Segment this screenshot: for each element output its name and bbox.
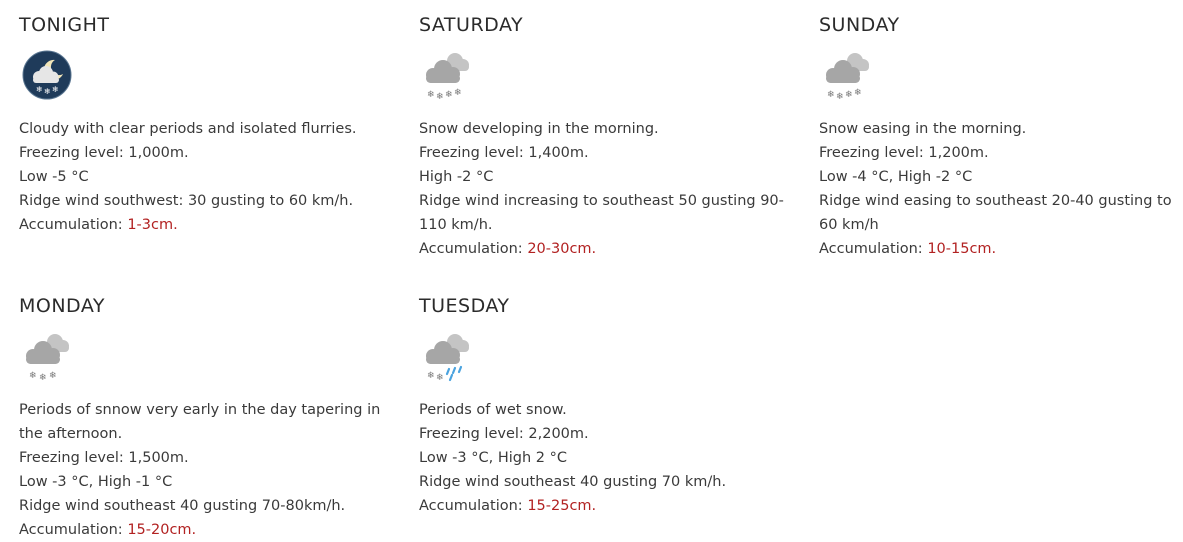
svg-text:❄: ❄ xyxy=(52,85,59,94)
day-title: SATURDAY xyxy=(419,14,524,36)
svg-text:❄: ❄ xyxy=(29,371,37,381)
ridge-wind-text: Ridge wind increasing to southeast 50 gusting 90-110 km/h. xyxy=(419,193,784,233)
forecast-description xyxy=(419,398,799,518)
accumulation-value: 20-30cm. xyxy=(527,241,597,257)
freezing-level-text: Freezing level: 1,200m. xyxy=(819,145,989,161)
conditions-text: Cloudy with clear periods and isolated flurries. xyxy=(19,121,357,137)
light-snow-cloud-icon xyxy=(19,328,75,384)
svg-text:❄: ❄ xyxy=(454,88,462,98)
conditions-text: Snow easing in the morning. xyxy=(819,121,1027,137)
forecast-day-tonight xyxy=(19,13,399,237)
accumulation-row xyxy=(419,494,799,518)
accumulation-row xyxy=(819,237,1183,261)
accumulation-label: Accumulation: xyxy=(419,241,523,257)
ridge-wind-text: Ridge wind southeast 40 gusting 70 km/h. xyxy=(419,474,727,490)
forecast-description xyxy=(19,117,399,237)
accumulation-label: Accumulation: xyxy=(819,241,923,257)
conditions-text: Periods of wet snow. xyxy=(419,402,567,418)
accumulation-row xyxy=(19,518,399,542)
temperature-text: Low -4 °C, High -2 °C xyxy=(819,169,973,185)
freezing-level-text: Freezing level: 2,200m. xyxy=(419,426,589,442)
snow-cloud-icon xyxy=(419,47,475,103)
snow-cloud-icon xyxy=(819,47,875,103)
temperature-text: Low -5 °C xyxy=(19,169,89,185)
svg-text:❄: ❄ xyxy=(827,90,835,100)
ridge-wind-text: Ridge wind southwest: 30 gusting to 60 km/h. xyxy=(19,193,354,209)
svg-text:❄: ❄ xyxy=(39,373,47,383)
day-title: MONDAY xyxy=(19,295,105,317)
forecast-day-saturday xyxy=(419,13,799,261)
freezing-level-text: Freezing level: 1,500m. xyxy=(19,450,189,466)
svg-text:❄: ❄ xyxy=(49,371,57,381)
svg-text:❄: ❄ xyxy=(427,90,435,100)
conditions-text: Periods of snnow very early in the day tapering in the afternoon. xyxy=(19,402,381,442)
accumulation-value: 15-20cm. xyxy=(127,522,197,538)
freezing-level-text: Freezing level: 1,000m. xyxy=(19,145,189,161)
ridge-wind-text: Ridge wind easing to southeast 20-40 gusting to 60 km/h xyxy=(819,193,1172,233)
accumulation-row xyxy=(19,213,399,237)
temperature-text: Low -3 °C, High -1 °C xyxy=(19,474,173,490)
svg-text:❄: ❄ xyxy=(44,87,51,96)
svg-text:❄: ❄ xyxy=(36,85,43,94)
freezing-level-text: Freezing level: 1,400m. xyxy=(419,145,589,161)
forecast-description xyxy=(419,117,799,261)
forecast-day-monday xyxy=(19,294,399,542)
accumulation-label: Accumulation: xyxy=(419,498,523,514)
forecast-day-tuesday xyxy=(419,294,799,518)
svg-text:❄: ❄ xyxy=(436,373,444,383)
day-title: TUESDAY xyxy=(419,295,510,317)
svg-text:❄: ❄ xyxy=(836,92,844,102)
accumulation-label: Accumulation: xyxy=(19,217,123,233)
forecast-description xyxy=(19,398,399,542)
conditions-text: Snow developing in the morning. xyxy=(419,121,659,137)
svg-text:❄: ❄ xyxy=(445,90,453,100)
wet-snow-cloud-icon xyxy=(419,328,475,384)
accumulation-row xyxy=(419,237,799,261)
forecast-description xyxy=(819,117,1183,261)
svg-text:❄: ❄ xyxy=(854,88,862,98)
day-title: TONIGHT xyxy=(19,14,110,36)
accumulation-label: Accumulation: xyxy=(19,522,123,538)
svg-text:❄: ❄ xyxy=(845,90,853,100)
cloudy-night-flurries-icon xyxy=(19,47,75,103)
accumulation-value: 15-25cm. xyxy=(527,498,597,514)
accumulation-value: 1-3cm. xyxy=(127,217,178,233)
temperature-text: Low -3 °C, High 2 °C xyxy=(419,450,567,466)
temperature-text: High -2 °C xyxy=(419,169,494,185)
ridge-wind-text: Ridge wind southeast 40 gusting 70-80km/h. xyxy=(19,498,346,514)
svg-text:❄: ❄ xyxy=(436,92,444,102)
forecast-day-sunday xyxy=(819,13,1183,261)
accumulation-value: 10-15cm. xyxy=(927,241,997,257)
day-title: SUNDAY xyxy=(819,14,900,36)
svg-text:❄: ❄ xyxy=(427,371,435,381)
